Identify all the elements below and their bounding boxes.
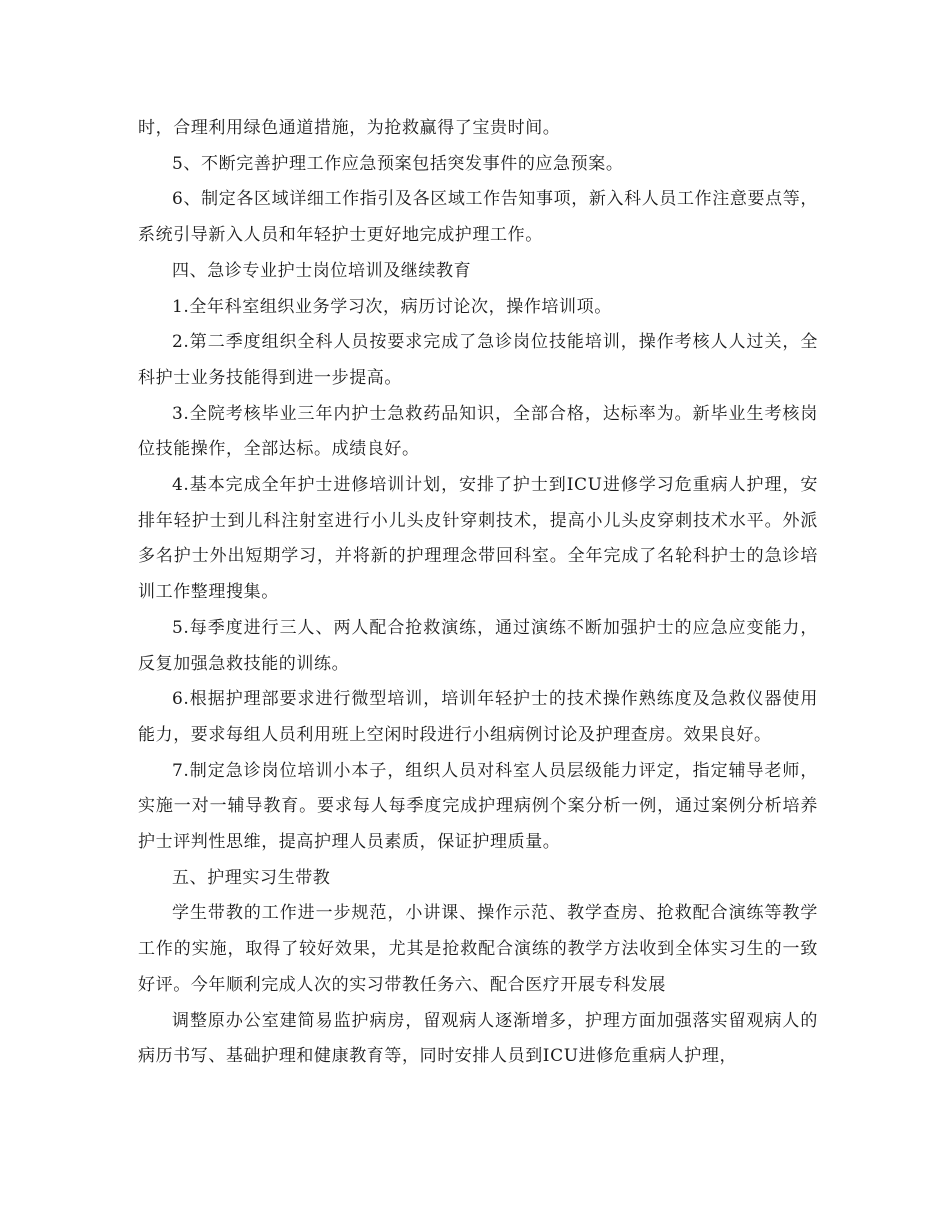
paragraph-training-2: 2.第二季度组织全科人员按要求完成了急诊岗位技能培训，操作考核人人过关，全科护士业务技能得到进一步提高。 xyxy=(138,332,818,388)
paragraph-training-5: 5.每季度进行三人、两人配合抢救演练，通过演练不断加强护士的应急应变能力，反复加强急救技能的训练。 xyxy=(138,617,818,674)
document-body xyxy=(138,111,818,1075)
paragraph-training-1: 1.全年科室组织业务学习次，病历讨论次，操作培训项。 xyxy=(172,296,612,317)
section-heading-4: 四、急诊专业护士岗位培训及继续教育 xyxy=(172,260,472,281)
section-heading-5: 五、护理实习生带教 xyxy=(172,867,331,888)
paragraph-training-7: 7.制定急诊岗位培训小本子，组织人员对科室人员层级能力评定，指定辅导老师，实施一对一辅导教育。要求每人每季度完成护理病例个案分析一例，通过案例分析培养护士评判性思维，提高护理人员素质，保证护理质量。 xyxy=(138,760,818,853)
paragraph-continuation: 时，合理利用绿色通道措施，为抢救赢得了宝贵时间。 xyxy=(138,118,561,138)
paragraph-item-5: 5、不断完善护理工作应急预案包括突发事件的应急预案。 xyxy=(172,153,624,174)
paragraph-training-4: 4.基本完成全年护士进修培训计划，安排了护士到ICU进修学习危重病人护理，安排年轻护士到儿科注射室进行小儿头皮针穿刺技术，提高小儿头皮穿刺技术水平。外派多名护士外出短期学习，并将新的护理理念带回科室。全年完成了名轮科护士的急诊培训工作整理搜集。 xyxy=(138,475,818,603)
paragraph-training-6: 6.根据护理部要求进行微型培训，培训年轻护士的技术操作熟练度及急救仪器使用能力，要求每组人员利用班上空闲时段进行小组病例讨论及护理查房。效果良好。 xyxy=(138,689,818,745)
paragraph-monitoring-ward: 调整原办公室建简易监护病房，留观病人逐渐增多，护理方面加强落实留观病人的病历书写、基础护理和健康教育等，同时安排人员到ICU进修危重病人护理， xyxy=(138,1010,818,1067)
paragraph-teaching: 学生带教的工作进一步规范，小讲课、操作示范、教学查房、抢救配合演练等教学工作的实施，取得了较好效果，尤其是抢救配合演练的教学方法收到全体实习生的一致好评。今年顺利完成人次的实习带教任务六、配合医疗开展专科发展 xyxy=(138,903,818,995)
paragraph-training-3: 3.全院考核毕业三年内护士急救药品知识，全部合格，达标率为。新毕业生考核岗位技能操作，全部达标。成绩良好。 xyxy=(138,403,818,460)
paragraph-item-6: 6、制定各区域详细工作指引及各区域工作告知事项，新入科人员工作注意要点等，系统引导新入人员和年轻护士更好地完成护理工作。 xyxy=(138,189,818,246)
